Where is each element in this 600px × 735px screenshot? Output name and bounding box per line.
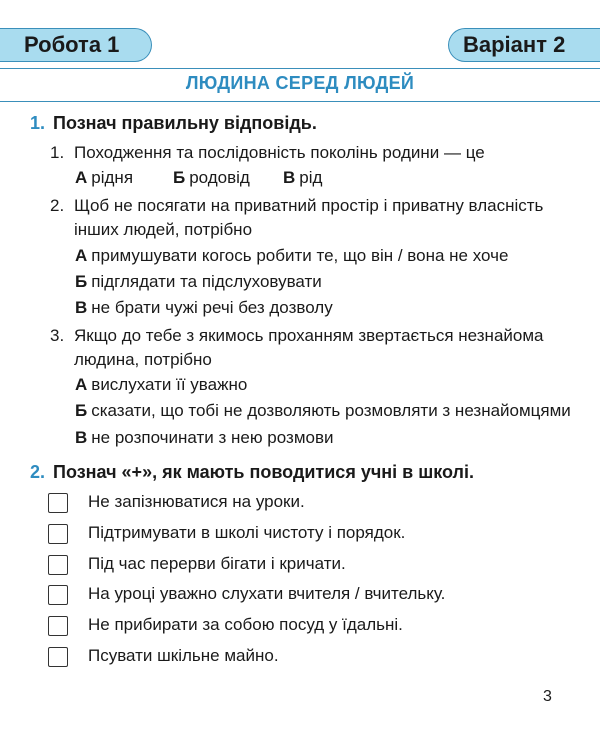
question-2-option-b[interactable]: Б підглядати та підслуховувати <box>75 272 322 291</box>
question-1-option-a[interactable]: А рідня <box>75 168 134 187</box>
topic-title: ЛЮДИНА СЕРЕД ЛЮДЕЙ <box>185 73 415 93</box>
checklist-item <box>48 522 406 546</box>
task2-title <box>30 462 474 483</box>
question-3-number: 3. <box>50 326 65 345</box>
checklist-item <box>48 583 446 607</box>
question-1-option-c[interactable]: В рід <box>283 168 323 187</box>
page-number: 3 <box>543 688 552 705</box>
variant-tab <box>448 28 600 62</box>
question-3-option-b[interactable]: Б сказати, що тобі не дозволяють розмовляти з незнайомцями <box>75 401 571 420</box>
checklist-item-label: На уроці уважно слухати вчителя / вчительку. <box>88 584 446 603</box>
checkbox[interactable] <box>48 555 68 575</box>
question-3-line-2: людина, потрібно <box>74 350 212 369</box>
question-1-line-1: 1. Походження та послідовність поколінь родини — це <box>50 143 485 162</box>
checkbox[interactable] <box>48 647 68 667</box>
checkbox[interactable] <box>48 616 68 636</box>
question-1-number: 1. <box>50 143 65 162</box>
question-2-number: 2. <box>50 196 65 215</box>
checkbox[interactable] <box>48 493 68 513</box>
question-3-option-a[interactable]: А вислухати її уважно <box>75 375 248 394</box>
checklist-item-label: Підтримувати в школі чистоту і порядок. <box>88 523 406 542</box>
question-3-option-c[interactable]: В не розпочинати з нею розмови <box>75 428 334 447</box>
question-2-line-2: інших людей, потрібно <box>74 220 253 239</box>
checklist-item <box>48 553 346 577</box>
variant-label: Варіант 2 <box>463 32 566 57</box>
question-2-option-a[interactable]: А примушувати когось робити те, що він / вона не хоче <box>75 246 509 265</box>
task1-title <box>30 113 317 134</box>
checkbox[interactable] <box>48 585 68 605</box>
question-2-option-c[interactable]: В не брати чужі речі без дозволу <box>75 298 333 317</box>
task2-number: 2. <box>30 462 46 482</box>
checklist-item <box>48 614 403 638</box>
header-rule-bottom <box>0 101 600 102</box>
header-rule-top <box>0 68 600 69</box>
checkbox[interactable] <box>48 524 68 544</box>
checklist-item <box>48 491 305 515</box>
task1-title-text: Познач правильну відповідь. <box>53 113 317 133</box>
work-number-tab <box>0 28 152 62</box>
task1-number: 1. <box>30 113 46 133</box>
checklist-item-label: Не запізнюватися на уроки. <box>88 492 305 511</box>
task2-title-text: Познач «+», як мають поводитися учні в школі. <box>53 462 474 482</box>
work-number-label: Робота 1 <box>24 32 120 57</box>
question-2-line-1: 2. Щоб не посягати на приватний простір і приватну власність <box>50 196 544 215</box>
question-1-option-b[interactable]: Б родовід <box>173 168 250 187</box>
checklist-item-label: Псувати шкільне майно. <box>88 646 279 665</box>
checklist-item-label: Під час перерви бігати і кричати. <box>88 554 346 573</box>
checklist-item <box>48 645 279 669</box>
question-3-line-1: 3. Якщо до тебе з якимось проханням звертається незнайома <box>50 326 544 345</box>
checklist-item-label: Не прибирати за собою посуд у їдальні. <box>88 615 403 634</box>
